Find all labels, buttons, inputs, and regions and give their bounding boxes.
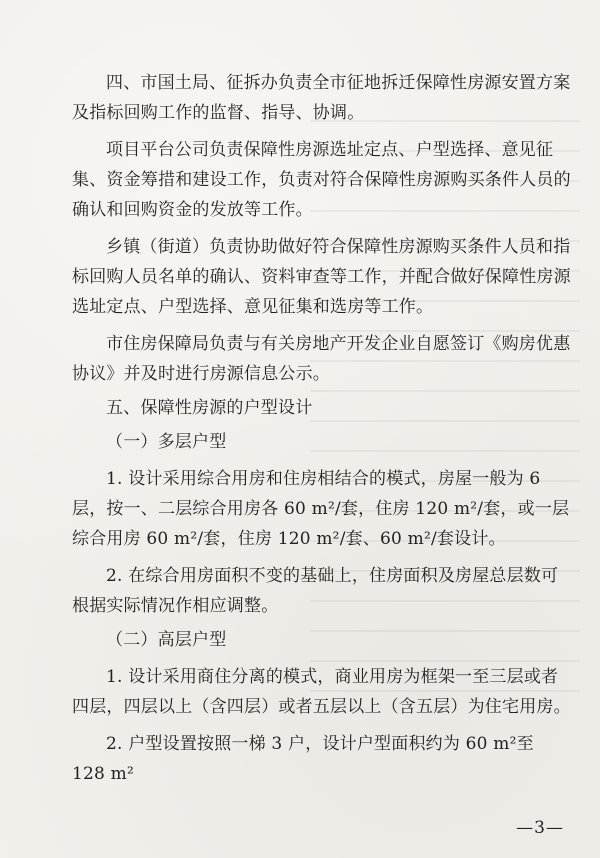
paragraph-section-four: 四、市国土局、征拆办负责全市征地拆迁保障性房源安置方案及指标回购工作的监督、指导、协调。 (72, 73, 571, 123)
page-number: —3— (516, 818, 564, 838)
subheading-multistory: （一）多层户型 (106, 432, 227, 452)
paragraph-housing-bureau: 市住房保障局负责与有关房地产开发企业自愿签订《购房优惠协议》并及时进行房源信息公示。 (72, 334, 571, 384)
paragraph-platform-company: 项目平台公司负责保障性房源选址定点、户型选择、意见征集、资金筹措和建设工作，负责对符合保障性房源购买条件人员的确认和回购资金的发放等工作。 (72, 140, 571, 220)
section-heading-five: 五、保障性房源的户型设计 (106, 398, 313, 418)
paragraph-township: 乡镇（街道）负责协助做好符合保障性房源购买条件人员和指标回购人员名单的确认、资料审查等工作，并配合做好保障性房源选址定点、户型选择、意见征集和选房等工作。 (72, 237, 571, 317)
paragraph-highrise-2: 2. 户型设置按照一梯 3 户，设计户型面积约为 60 m²至 128 m² (72, 734, 534, 784)
paragraph-highrise-1: 1. 设计采用商住分离的模式，商业用房为框架一至三层或者四层，四层以上（含四层）或者五层以上（含五层）为住宅用房。 (72, 667, 571, 717)
paragraph-multistory-1: 1. 设计采用综合用房和住房相结合的模式，房屋一般为 6 层，按一、二层综合用房各 60 m²/套，住房 120 m²/套，或一层综合用房 60 m²/套，住房 120 m²/套、60 m²/套设计。 (72, 469, 570, 549)
subheading-highrise: （二）高层户型 (106, 630, 227, 650)
document-body (72, 68, 572, 789)
paragraph-multistory-2: 2. 在综合用房面积不变的基础上，住房面积及房屋总层数可根据实际情况作相应调整。 (72, 566, 559, 616)
